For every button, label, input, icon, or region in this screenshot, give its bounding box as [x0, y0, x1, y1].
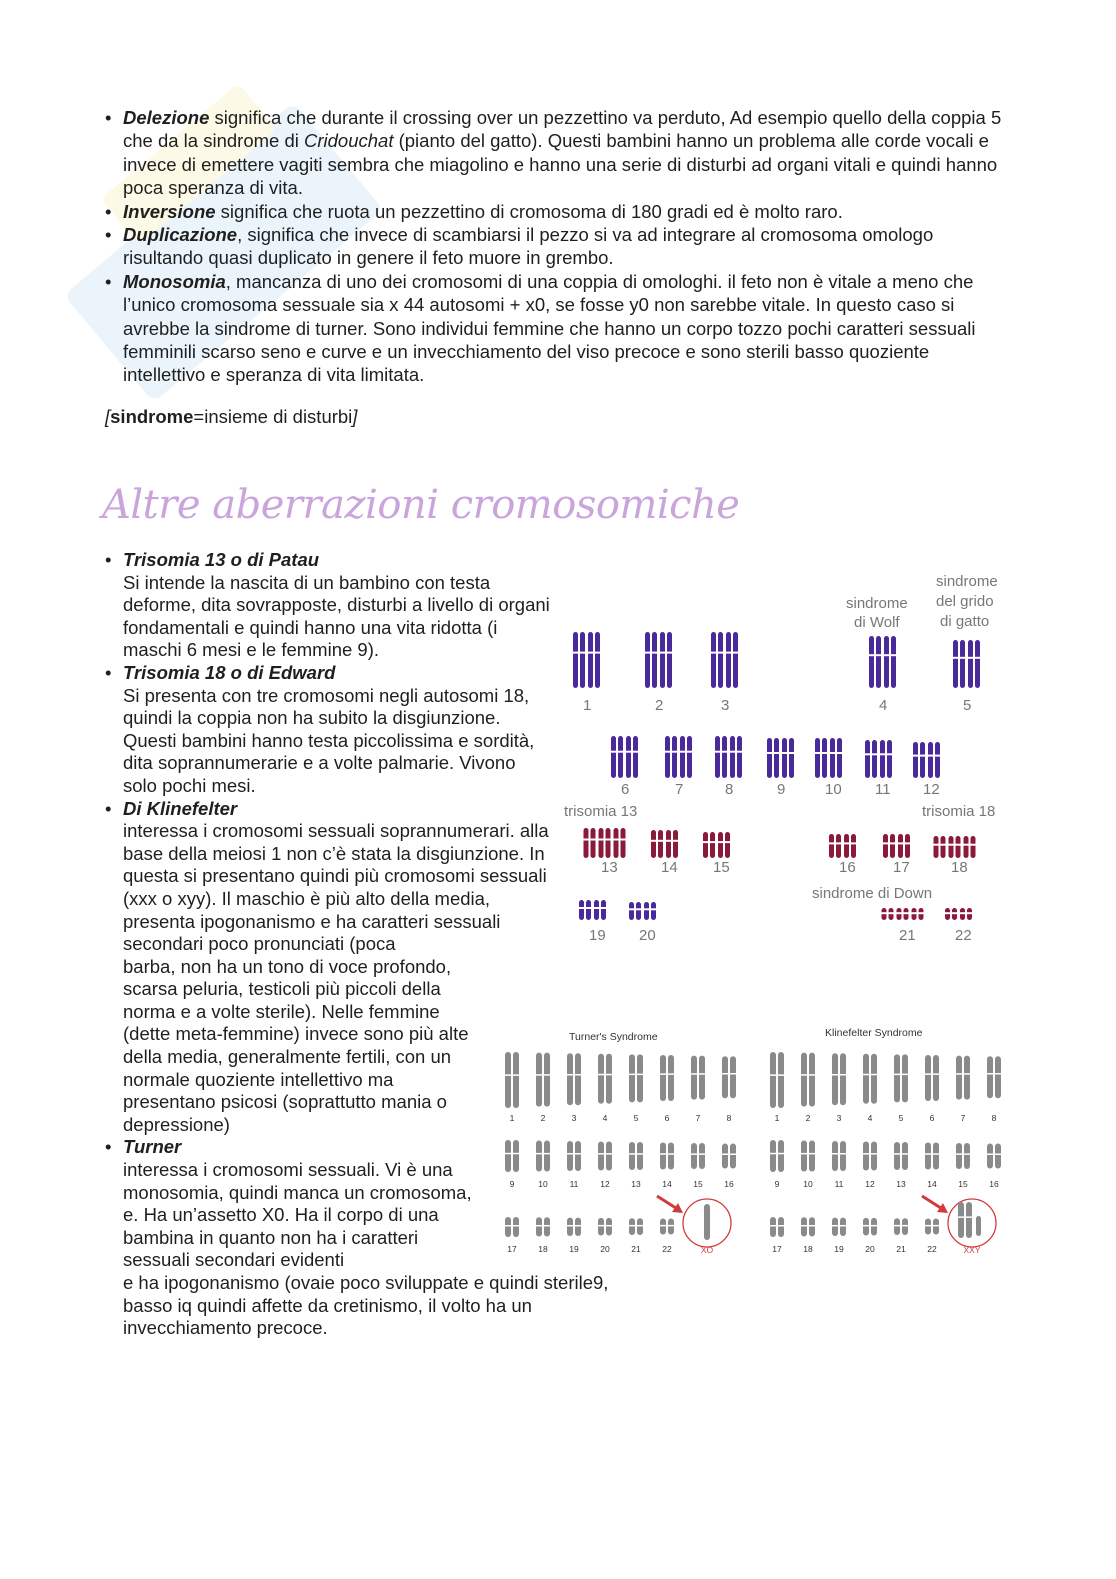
chromosome-15-2: [717, 832, 731, 858]
chromosome-number: 2: [655, 697, 664, 714]
chromosome-number: 17: [893, 859, 910, 876]
chromosome-3: [566, 1053, 582, 1105]
chromosome-2-1: [644, 632, 658, 688]
chromosome-label: 2: [540, 1113, 546, 1123]
label-cat-2: del grido: [936, 593, 994, 610]
chromosome-14: [924, 1143, 940, 1170]
chromosome-3-2: [725, 632, 739, 688]
chromosome-label: 10: [538, 1179, 548, 1189]
chromosome-20-2: [643, 902, 657, 920]
chromosome-label: 6: [664, 1113, 670, 1123]
chromosome-label: 22: [927, 1244, 937, 1254]
chromosome-label: 1: [509, 1113, 515, 1123]
chromosome-22-2: [959, 908, 973, 920]
chromosome-15: [955, 1143, 971, 1169]
chromosome-13-2: [598, 828, 612, 858]
syndrome-karyotypes-figure: [495, 1020, 1010, 1265]
chromosome-18: [800, 1217, 816, 1236]
chromosome-number: 15: [713, 859, 730, 876]
label-wolf-2: di Wolf: [854, 614, 900, 631]
karyotype-panels: [504, 1052, 1002, 1255]
chromosome-label: 17: [507, 1244, 517, 1254]
chromosome-8-1: [714, 736, 728, 778]
chromosome-number: 1: [583, 697, 592, 714]
chromosome-label: 8: [991, 1113, 997, 1123]
chromosome-7-1: [664, 736, 678, 778]
chromosome-label: 18: [803, 1244, 813, 1254]
chromosome-9-1: [766, 738, 780, 778]
chromosome-13-1: [583, 828, 597, 858]
chromosome-number: 8: [725, 781, 734, 798]
sex-chromosome-label: XXY: [963, 1245, 981, 1255]
sex-chromosome-label: XO: [700, 1245, 714, 1255]
chromosome-21-2: [896, 908, 910, 920]
chromosome-group: [572, 632, 981, 920]
chromosome-19-1: [578, 900, 592, 920]
chromosome-4-2: [883, 636, 897, 688]
chromosome-15: [690, 1143, 706, 1169]
list-item-monosomia: • Monosomia, mancanza di uno dei cromosomi di una coppia di omologhi. il feto non è vitale a meno che l’unico cromosoma sessuale sia x 44 autosomi + x0, se fosse y0 non sarebbe vitale. In questo caso si avrebbe la sindrome di turner. Sono individui femmine che hanno un corpo tozzo pochi caratteri sessuali femminili scarso seno e curve e un invecchiamento del viso precoce e sono sterili basso quoziente intellettivo e speranza di vita limitata.: [105, 270, 1005, 387]
chromosome-number: 19: [589, 927, 606, 944]
chromosome-numbers: [583, 697, 972, 944]
chromosome-13: [628, 1142, 644, 1170]
chromosome-5-1: [952, 640, 966, 688]
section-title: Altre aberrazioni cromosomiche: [102, 482, 740, 528]
list-item-patau: • Trisomia 13 o di Patau Si intende la nascita di un bambino con testa deforme, dita sovrapposte, disturbi a livello di organi fondamentali e quindi hanno una vita ridotta (i maschi 6 mesi e le femmine 9).: [105, 549, 553, 662]
chromosome-label: 9: [774, 1179, 780, 1189]
list-item-delezione: • Delezione significa che durante il crossing over un pezzettino va perduto, Ad esempio quello della coppia 5 che da la sindrome di Cridouchat (pianto del gatto). Questi bambini hanno un problema alle corde vocali e invece di emettere vagiti sembra che miagolino e hanno una serie di disturbi ad organi vitali e quindi hanno poca speranza di vita.: [105, 106, 1005, 200]
chromosome-21-3: [911, 908, 925, 920]
chromosome-11: [831, 1141, 847, 1171]
chromosome-3: [831, 1053, 847, 1105]
sex-chromosome-x: [957, 1202, 973, 1238]
chromosome-13: [893, 1142, 909, 1170]
chromosome-label: 15: [693, 1179, 703, 1189]
chromosome-label: 20: [600, 1244, 610, 1254]
chromosome-12: [862, 1142, 878, 1171]
chromosome-21-1: [881, 908, 895, 920]
chromosome-label: 13: [631, 1179, 641, 1189]
chromosome-number: 13: [601, 859, 618, 876]
chromosome-1-1: [572, 632, 586, 688]
chromosome-12-1: [912, 742, 926, 778]
chromosome-3-1: [710, 632, 724, 688]
chromosome-2: [800, 1053, 816, 1107]
chromosome-14-1: [650, 830, 664, 858]
chromosome-label: 12: [865, 1179, 875, 1189]
chromosome-label: 7: [695, 1113, 701, 1123]
chromosome-label: 19: [569, 1244, 579, 1254]
chromosome-number: 21: [899, 927, 916, 944]
chromosome-number: 18: [951, 859, 968, 876]
chromosome-number: 14: [661, 859, 678, 876]
chromosome-19-2: [593, 900, 607, 920]
chromosome-17: [769, 1217, 785, 1237]
chromosome-16-2: [843, 834, 857, 858]
chromosome-label: 21: [631, 1244, 641, 1254]
chromosome-6-1: [610, 736, 624, 778]
chromosome-label: 4: [867, 1113, 873, 1123]
list-item-klinefelter: • Di Klinefelter interessa i cromosomi sessuali soprannumerari. alla base della meiosi 1 non c’è stata la disgiunzione. In questa si presentano quindi più cromosomi sessuali (xxx o xyy). Il maschio è più alto della media, presenta ipogonanismo e ha caratteri sessuali secondari poco pronunciati (poca barba, non ha un tono di voce profondo, scarsa peluria, testicoli più piccoli della norma e a volte sterile). Nelle femmine (dette meta-femmine) invece sono più alte della media, generalmente fertili, con un normale quoziente intellettivo ma presentano psicosi (soprattutto mania o depressione): [105, 798, 638, 1137]
chromosome-label: 15: [958, 1179, 968, 1189]
chromosome-label: 20: [865, 1244, 875, 1254]
chromosome-1: [504, 1052, 520, 1108]
chromosome-8-2: [729, 736, 743, 778]
list-item-inversione: • Inversione significa che ruota un pezzettino di cromosoma di 180 gradi ed è molto raro.: [105, 200, 1005, 223]
chromosome-label: 4: [602, 1113, 608, 1123]
chromosome-17-2: [897, 834, 911, 858]
chromosome-22-1: [944, 908, 958, 920]
chromosome-11-1: [864, 740, 878, 778]
chromosome-9: [769, 1140, 785, 1172]
chromosome-19: [831, 1218, 847, 1236]
chromosome-19: [566, 1218, 582, 1236]
chromosome-4-1: [868, 636, 882, 688]
chromosome-6-2: [625, 736, 639, 778]
chromosome-6: [924, 1055, 940, 1101]
chromosome-number: 22: [955, 927, 972, 944]
chromosome-9-2: [781, 738, 795, 778]
chromosome-label: 10: [803, 1179, 813, 1189]
chromosome-13-3: [613, 828, 627, 858]
chromosome-14-2: [665, 830, 679, 858]
chromosome-label: 8: [726, 1113, 732, 1123]
chromosome-18-1: [933, 836, 947, 858]
chromosome-10: [800, 1141, 816, 1172]
chromosome-label: 5: [898, 1113, 904, 1123]
chromosome-10-1: [814, 738, 828, 778]
chromosome-label: 7: [960, 1113, 966, 1123]
chromosome-label: 19: [834, 1244, 844, 1254]
chromosome-21: [628, 1218, 644, 1235]
chromosome-number: 7: [675, 781, 684, 798]
aberration-types-list: [105, 106, 1005, 387]
chromosome-label: 21: [896, 1244, 906, 1254]
chromosome-17-1: [882, 834, 896, 858]
chromosome-20: [597, 1218, 613, 1236]
sex-chromosome-y: [976, 1216, 981, 1236]
chromosome-15-1: [702, 832, 716, 858]
chromosome-label: 12: [600, 1179, 610, 1189]
chromosome-12-2: [927, 742, 941, 778]
chromosome-1: [769, 1052, 785, 1108]
turner-title: Turner's Syndrome: [569, 1031, 658, 1043]
chromosome-label: 18: [538, 1244, 548, 1254]
chromosome-16: [986, 1144, 1002, 1169]
chromosome-6: [659, 1055, 675, 1101]
chromosome-9: [504, 1140, 520, 1172]
chromosome-label: 9: [509, 1179, 515, 1189]
chromosome-21: [893, 1218, 909, 1235]
chromosome-14: [659, 1143, 675, 1170]
chromosome-4: [862, 1054, 878, 1104]
chromosome-11: [566, 1141, 582, 1171]
chromosome-number: 20: [639, 927, 656, 944]
chromosome-7: [955, 1056, 971, 1100]
chromosome-label: 2: [805, 1113, 811, 1123]
chromosome-2: [535, 1053, 551, 1107]
chromosome-17: [504, 1217, 520, 1237]
chromosome-4: [597, 1054, 613, 1104]
label-wolf-1: sindrome: [846, 595, 908, 612]
chromosome-label: 11: [834, 1179, 844, 1189]
chromosome-18: [535, 1217, 551, 1236]
chromosome-number: 16: [839, 859, 856, 876]
chromosome-label: 1: [774, 1113, 780, 1123]
chromosome-1-2: [587, 632, 601, 688]
chromosome-22: [659, 1219, 675, 1235]
chromosome-number: 12: [923, 781, 940, 798]
chromosome-number: 3: [721, 697, 730, 714]
label-trisomy-18: trisomia 18: [922, 803, 996, 820]
chromosome-16-1: [828, 834, 842, 858]
klinefelter-title: Klinefelter Syndrome: [825, 1027, 923, 1039]
chromosome-number: 4: [879, 697, 888, 714]
karyotype-figure: [558, 568, 1008, 950]
chromosome-label: 14: [662, 1179, 672, 1189]
chromosome-number: 10: [825, 781, 842, 798]
chromosome-label: 16: [989, 1179, 999, 1189]
chromosome-10: [535, 1141, 551, 1172]
chromosome-10-2: [829, 738, 843, 778]
label-down: sindrome di Down: [812, 885, 933, 902]
chromosome-2-2: [659, 632, 673, 688]
chromosome-number: 9: [777, 781, 786, 798]
chromosome-label: 6: [929, 1113, 935, 1123]
chromosome-label: 14: [927, 1179, 937, 1189]
chromosome-8: [986, 1056, 1002, 1098]
label-trisomy-13: trisomia 13: [564, 803, 638, 820]
chromosome-label: 13: [896, 1179, 906, 1189]
list-item-edward: • Trisomia 18 o di Edward Si presenta con tre cromosomi negli autosomi 18, quindi la coppia non ha subito la disgiunzione. Questi bambini hanno testa piccolissima e sordità, dita soprannumerarie e a volte palmarie. Vivono solo pochi mesi.: [105, 662, 553, 798]
definition-note: [sindrome=insieme di disturbi]: [105, 406, 358, 427]
chromosome-label: 17: [772, 1244, 782, 1254]
label-cat-3: di gatto: [940, 613, 990, 630]
chromosome-18-2: [948, 836, 962, 858]
chromosome-7-2: [679, 736, 693, 778]
chromosome-12: [597, 1142, 613, 1171]
chromosome-label: 16: [724, 1179, 734, 1189]
sex-chromosome-x: [704, 1204, 710, 1240]
chromosome-label: 3: [571, 1113, 577, 1123]
chromosome-5: [893, 1054, 909, 1102]
chromosome-18-3: [963, 836, 977, 858]
chromosome-11-2: [879, 740, 893, 778]
label-cat-1: sindrome: [936, 573, 998, 590]
chromosome-number: 11: [875, 781, 891, 798]
chromosome-20-1: [628, 902, 642, 920]
chromosome-5-2: [967, 640, 981, 688]
highlight-arrow: [922, 1196, 948, 1213]
chromosome-22: [924, 1219, 940, 1235]
highlight-arrow: [657, 1196, 683, 1213]
list-item-turner: • Turner interessa i cromosomi sessuali. Vi è una monosomia, quindi manca un cromosoma, e. Ha un’assetto X0. Ha il corpo di una bambina in quanto non ha i caratteri sessuali secondari evidenti e ha ipogonanismo (ovaie poco sviluppate e quindi sterile9, basso iq quindi affette da cretinismo, il volto ha un invecchiamento precoce.: [105, 1136, 638, 1339]
chromosome-7: [690, 1056, 706, 1100]
chromosome-label: 22: [662, 1244, 672, 1254]
chromosome-label: 3: [836, 1113, 842, 1123]
chromosome-8: [721, 1056, 737, 1098]
chromosome-5: [628, 1054, 644, 1102]
chromosome-16: [721, 1144, 737, 1169]
list-item-duplicazione: • Duplicazione, significa che invece di scambiarsi il pezzo si va ad integrare al cromosoma omologo risultando quasi duplicato in genere il feto muore in grembo.: [105, 223, 1005, 270]
chromosome-number: 5: [963, 697, 972, 714]
chromosome-label: 11: [569, 1179, 579, 1189]
chromosome-20: [862, 1218, 878, 1236]
chromosome-label: 5: [633, 1113, 639, 1123]
chromosome-number: 6: [621, 781, 630, 798]
